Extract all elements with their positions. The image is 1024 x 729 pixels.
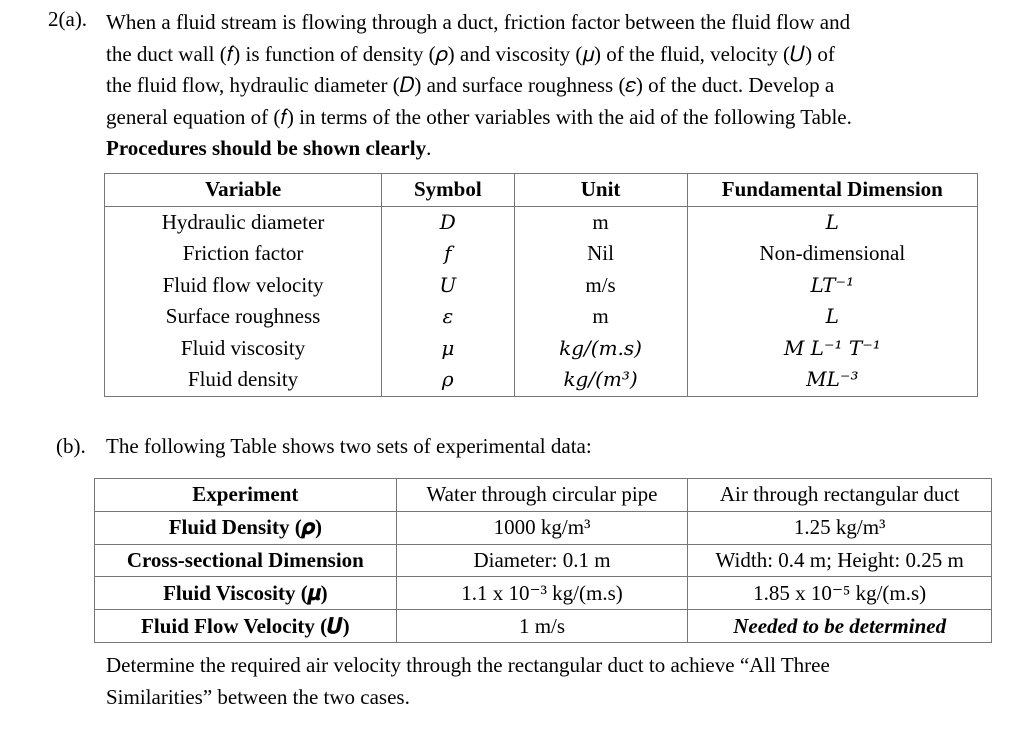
procedures-emphasis: Procedures should be shown clearly (106, 136, 427, 160)
header-symbol: Symbol (382, 174, 514, 207)
table-row (95, 511, 992, 544)
row-header-density: Fluid Density (𝝆) (95, 511, 397, 544)
variables-table (104, 173, 978, 397)
symbol-cell: D (382, 206, 514, 238)
table-row (105, 206, 978, 238)
row-header-velocity: Fluid Flow Velocity (𝑼) (95, 610, 397, 643)
water-cell: 1 m/s (396, 610, 688, 643)
part-b-label: (b). (56, 434, 86, 458)
water-cell: Diameter: 0.1 m (396, 544, 688, 577)
experiment-table (94, 478, 992, 643)
symbol-cell: ρ (382, 364, 514, 396)
air-cell: Air through rectangular duct (688, 479, 992, 512)
variable-cell: Friction factor (105, 238, 382, 270)
symbol-cell: U (382, 270, 514, 302)
table-header-row (105, 174, 978, 207)
table-row (95, 544, 992, 577)
question-text (106, 650, 976, 713)
unit-cell: m/s (514, 270, 687, 302)
table-row (95, 610, 992, 643)
header-unit: Unit (514, 174, 687, 207)
table-row (105, 333, 978, 365)
air-cell: Needed to be determined (688, 610, 992, 643)
dimension-cell: M L⁻¹ T⁻¹ (687, 333, 977, 365)
table-row (105, 301, 978, 333)
part-b-intro: The following Table shows two sets of experimental data: (106, 434, 592, 458)
symbol-cell: ε (382, 301, 514, 333)
unit-cell: kg/(m³) (514, 364, 687, 396)
part-a-text (106, 7, 976, 165)
air-cell: 1.25 kg/m³ (688, 511, 992, 544)
dimension-cell: ML⁻³ (687, 364, 977, 396)
air-cell: 1.85 x 10⁻⁵ kg/(m.s) (688, 577, 992, 610)
part-a-line: When a fluid stream is flowing through a duct, friction factor between the fluid flow and (106, 10, 851, 34)
dimension-cell: Non-dimensional (687, 238, 977, 270)
table-row (95, 577, 992, 610)
variable-cell: Hydraulic diameter (105, 206, 382, 238)
table-row (95, 479, 992, 512)
unit-cell: m (514, 206, 687, 238)
variable-cell: Surface roughness (105, 301, 382, 333)
procedures-note (106, 133, 976, 165)
unit-cell: Nil (514, 238, 687, 270)
water-cell: Water through circular pipe (396, 479, 688, 512)
dimension-cell: L (687, 206, 977, 238)
part-a-line: the duct wall (𝑓) is function of density (𝜌) and viscosity (𝜇) of the fluid, velocity (𝑈) of (106, 41, 835, 66)
table-row (105, 364, 978, 396)
row-header-experiment: Experiment (95, 479, 397, 512)
variable-cell: Fluid viscosity (105, 333, 382, 365)
row-header-viscosity: Fluid Viscosity (𝝁) (95, 577, 397, 610)
symbol-cell: μ (382, 333, 514, 365)
row-header-dimension: Cross-sectional Dimension (95, 544, 397, 577)
variable-cell: Fluid density (105, 364, 382, 396)
dimension-cell: LT⁻¹ (687, 270, 977, 302)
question-line: Determine the required air velocity through the rectangular duct to achieve “All Three (106, 653, 830, 677)
table-row (105, 270, 978, 302)
question-line: Similarities” between the two cases. (106, 684, 410, 709)
header-variable: Variable (105, 174, 382, 207)
variable-cell: Fluid flow velocity (105, 270, 382, 302)
symbol-cell: f (382, 238, 514, 270)
air-cell: Width: 0.4 m; Height: 0.25 m (688, 544, 992, 577)
dimension-cell: L (687, 301, 977, 333)
table-row (105, 238, 978, 270)
water-cell: 1.1 x 10⁻³ kg/(m.s) (396, 577, 688, 610)
water-cell: 1000 kg/m³ (396, 511, 688, 544)
part-a-label: 2(a). (48, 7, 88, 31)
part-a-line: general equation of (𝑓) in terms of the other variables with the aid of the following Table. (106, 104, 852, 129)
part-a-line: the fluid flow, hydraulic diameter (𝐷) and surface roughness (𝜀) of the duct. Develop a (106, 73, 835, 97)
header-dimension: Fundamental Dimension (687, 174, 977, 207)
unit-cell: m (514, 301, 687, 333)
procedures-period: . (426, 136, 432, 160)
unit-cell: kg/(m.s) (514, 333, 687, 365)
